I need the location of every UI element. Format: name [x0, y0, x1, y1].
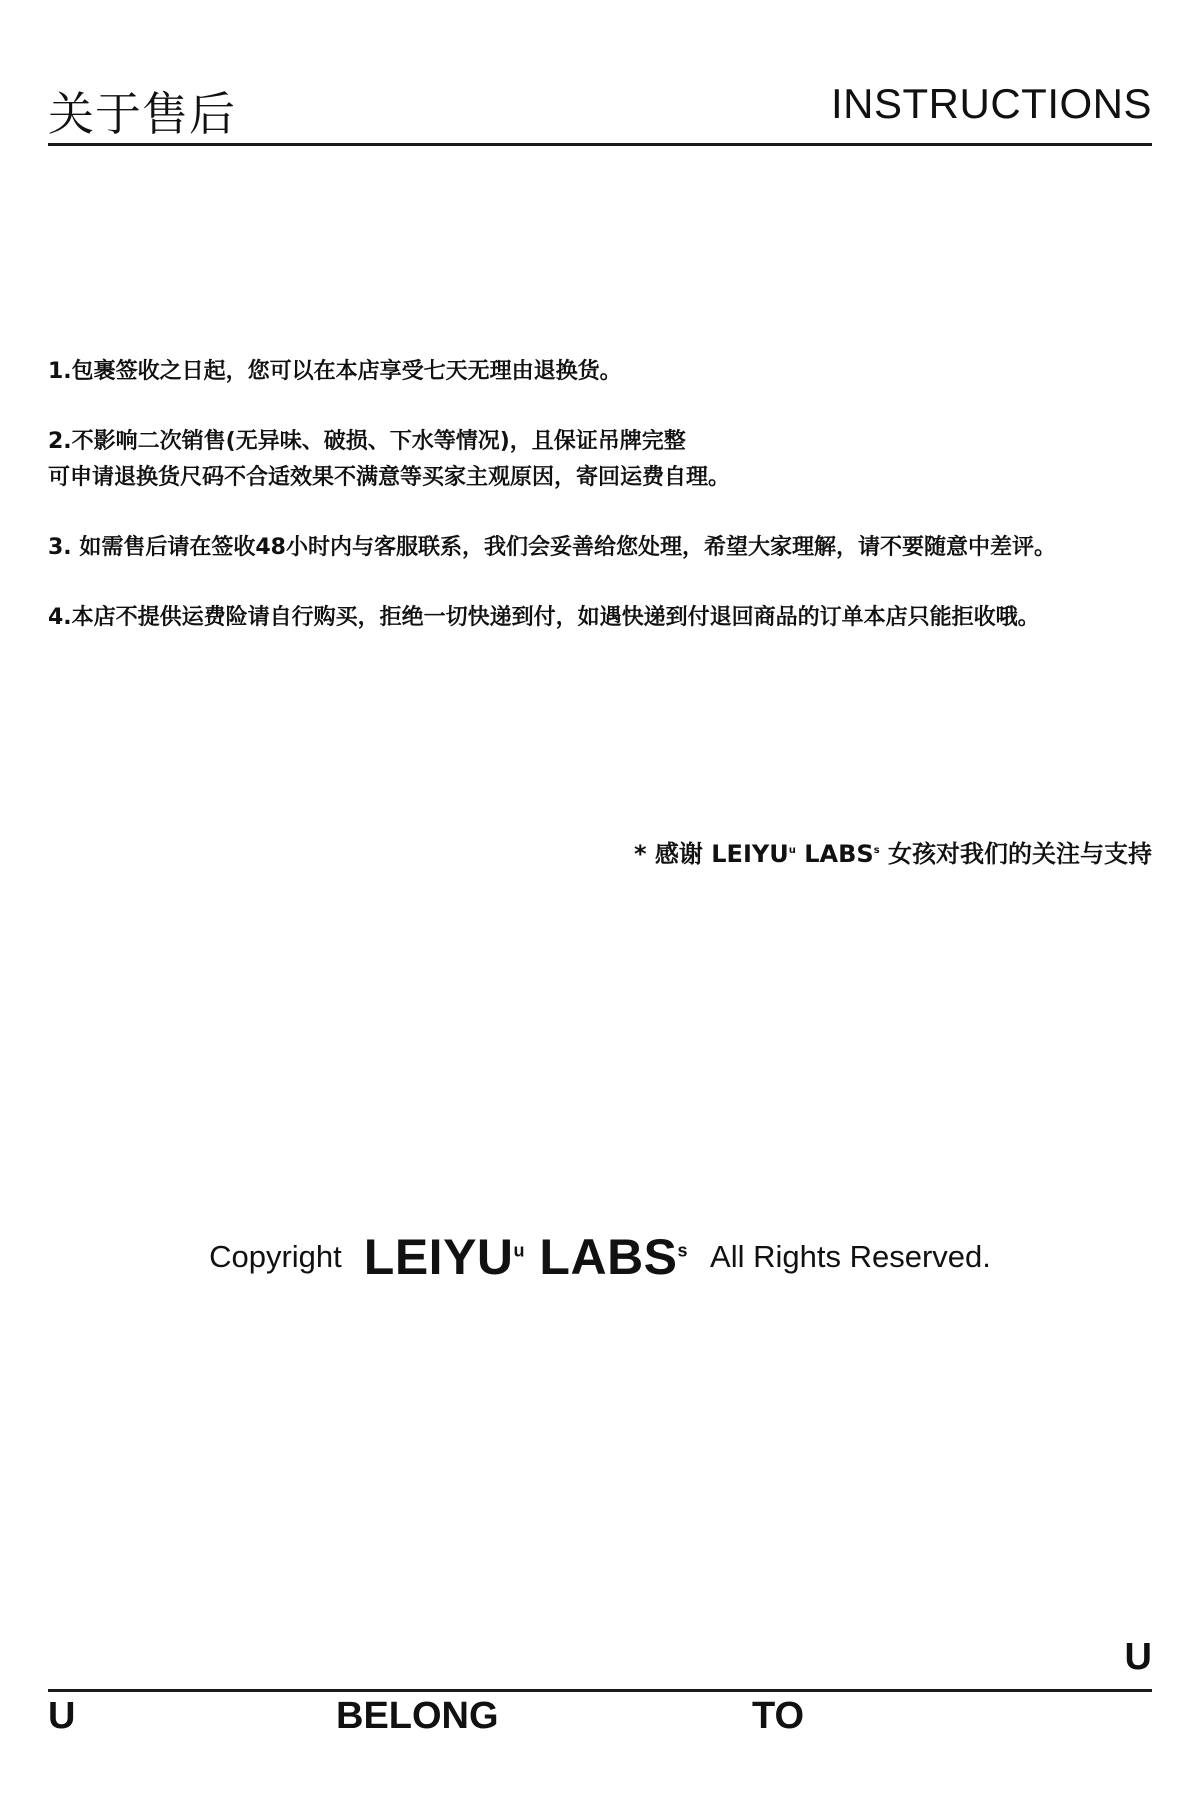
page-subtitle: INSTRUCTIONS	[831, 80, 1152, 127]
footer-word-u: U	[48, 1695, 76, 1737]
copyright-line	[0, 1228, 1200, 1286]
rights-reserved: All Rights Reserved.	[710, 1239, 991, 1274]
footer-u-top: U	[1124, 1636, 1152, 1678]
policy-item-2: 2.不影响二次销售(无异味、破损、下水等情况)，且保证吊牌完整 可申请退换货尺码不合适效果不满意等买家主观原因，寄回运费自理。	[48, 429, 731, 490]
brand-logo-b: LABS	[525, 1229, 678, 1285]
header-divider	[48, 143, 1152, 146]
thanks-brand-sup-a: u	[788, 845, 796, 856]
brand-logo-sup-a: u	[513, 1240, 526, 1261]
footer-word-to: TO	[752, 1695, 805, 1737]
copyright-label: Copyright	[209, 1239, 342, 1274]
thanks-suffix: 女孩对我们的关注与支持	[879, 840, 1152, 868]
footer-word-belong: BELONG	[336, 1695, 499, 1737]
brand-logo	[364, 1229, 688, 1285]
footer-divider	[48, 1689, 1152, 1692]
policy-item-4: 4.本店不提供运费险请自行购买，拒绝一切快递到付，如遇快递到付退回商品的订单本店只能拒收哦。	[48, 605, 1040, 630]
brand-logo-a: LEIYU	[363, 1229, 514, 1285]
policy-item-1: 1.包裹签收之日起，您可以在本店享受七天无理由退换货。	[48, 359, 622, 384]
thanks-note	[634, 834, 1152, 869]
page-title: 关于售后	[48, 87, 236, 141]
thanks-brand	[711, 840, 879, 868]
brand-logo-sup-b: s	[677, 1240, 689, 1261]
policy-item-3: 3. 如需售后请在签收48小时内与客服联系，我们会妥善给您处理，希望大家理解，请不要随意中差评。	[48, 535, 1056, 560]
thanks-brand-b: LABS	[795, 840, 874, 868]
thanks-prefix: * 感谢	[634, 840, 712, 868]
thanks-brand-a: LEIYU	[711, 840, 789, 868]
thanks-brand-sup-b: s	[873, 845, 880, 856]
